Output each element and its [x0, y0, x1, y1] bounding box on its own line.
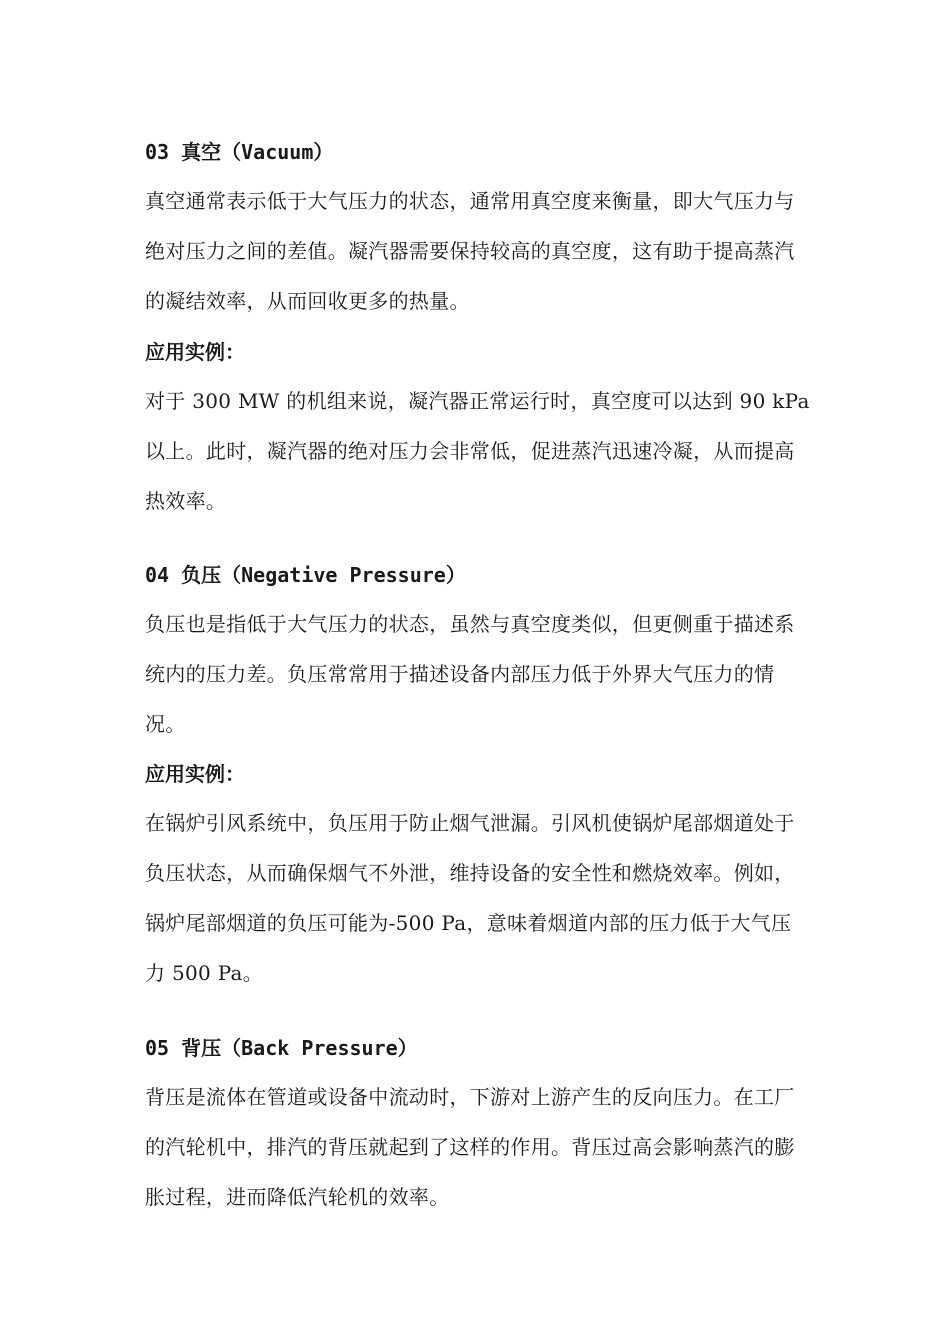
section-03-body: 真空通常表示低于大气压力的状态，通常用真空度来衡量，即大气压力与绝对压力之间的差值。凝汽器需要保持较高的真空度，这有助于提高蒸汽的凝结效率，从而回收更多的热量。 — [145, 189, 795, 313]
section-05-heading: 05 背压（Back Pressure） — [145, 1036, 418, 1060]
section-03-heading: 03 真空（Vacuum） — [145, 140, 334, 164]
section-05-body: 背压是流体在管道或设备中流动时，下游对上游产生的反向压力。在工厂的汽轮机中，排汽的背压就起到了这样的作用。背压过高会影响蒸汽的膨胀过程，进而降低汽轮机的效率。 — [145, 1085, 795, 1209]
section-03-example-label: 应用实例： — [145, 340, 245, 364]
section-04-body: 负压也是指低于大气压力的状态，虽然与真空度类似，但更侧重于描述系统内的压力差。负压常常用于描述设备内部压力低于外界大气压力的情况。 — [145, 612, 795, 736]
section-04-example-label: 应用实例： — [145, 762, 245, 786]
section-04-example-body: 在锅炉引风系统中，负压用于防止烟气泄漏。引风机使锅炉尾部烟道处于负压状态，从而确保烟气不外泄，维持设备的安全性和燃烧效率。例如，锅炉尾部烟道的负压可能为-500 Pa，意味着烟道内部的压力低于大气压力 500 Pa。 — [145, 811, 795, 985]
section-03-example-body: 对于 300 MW 的机组来说，凝汽器正常运行时，真空度可以达到 90 kPa 以上。此时，凝汽器的绝对压力会非常低，促进蒸汽迅速冷凝，从而提高热效率。 — [145, 389, 810, 513]
section-04-heading: 04 负压（Negative Pressure） — [145, 563, 466, 587]
